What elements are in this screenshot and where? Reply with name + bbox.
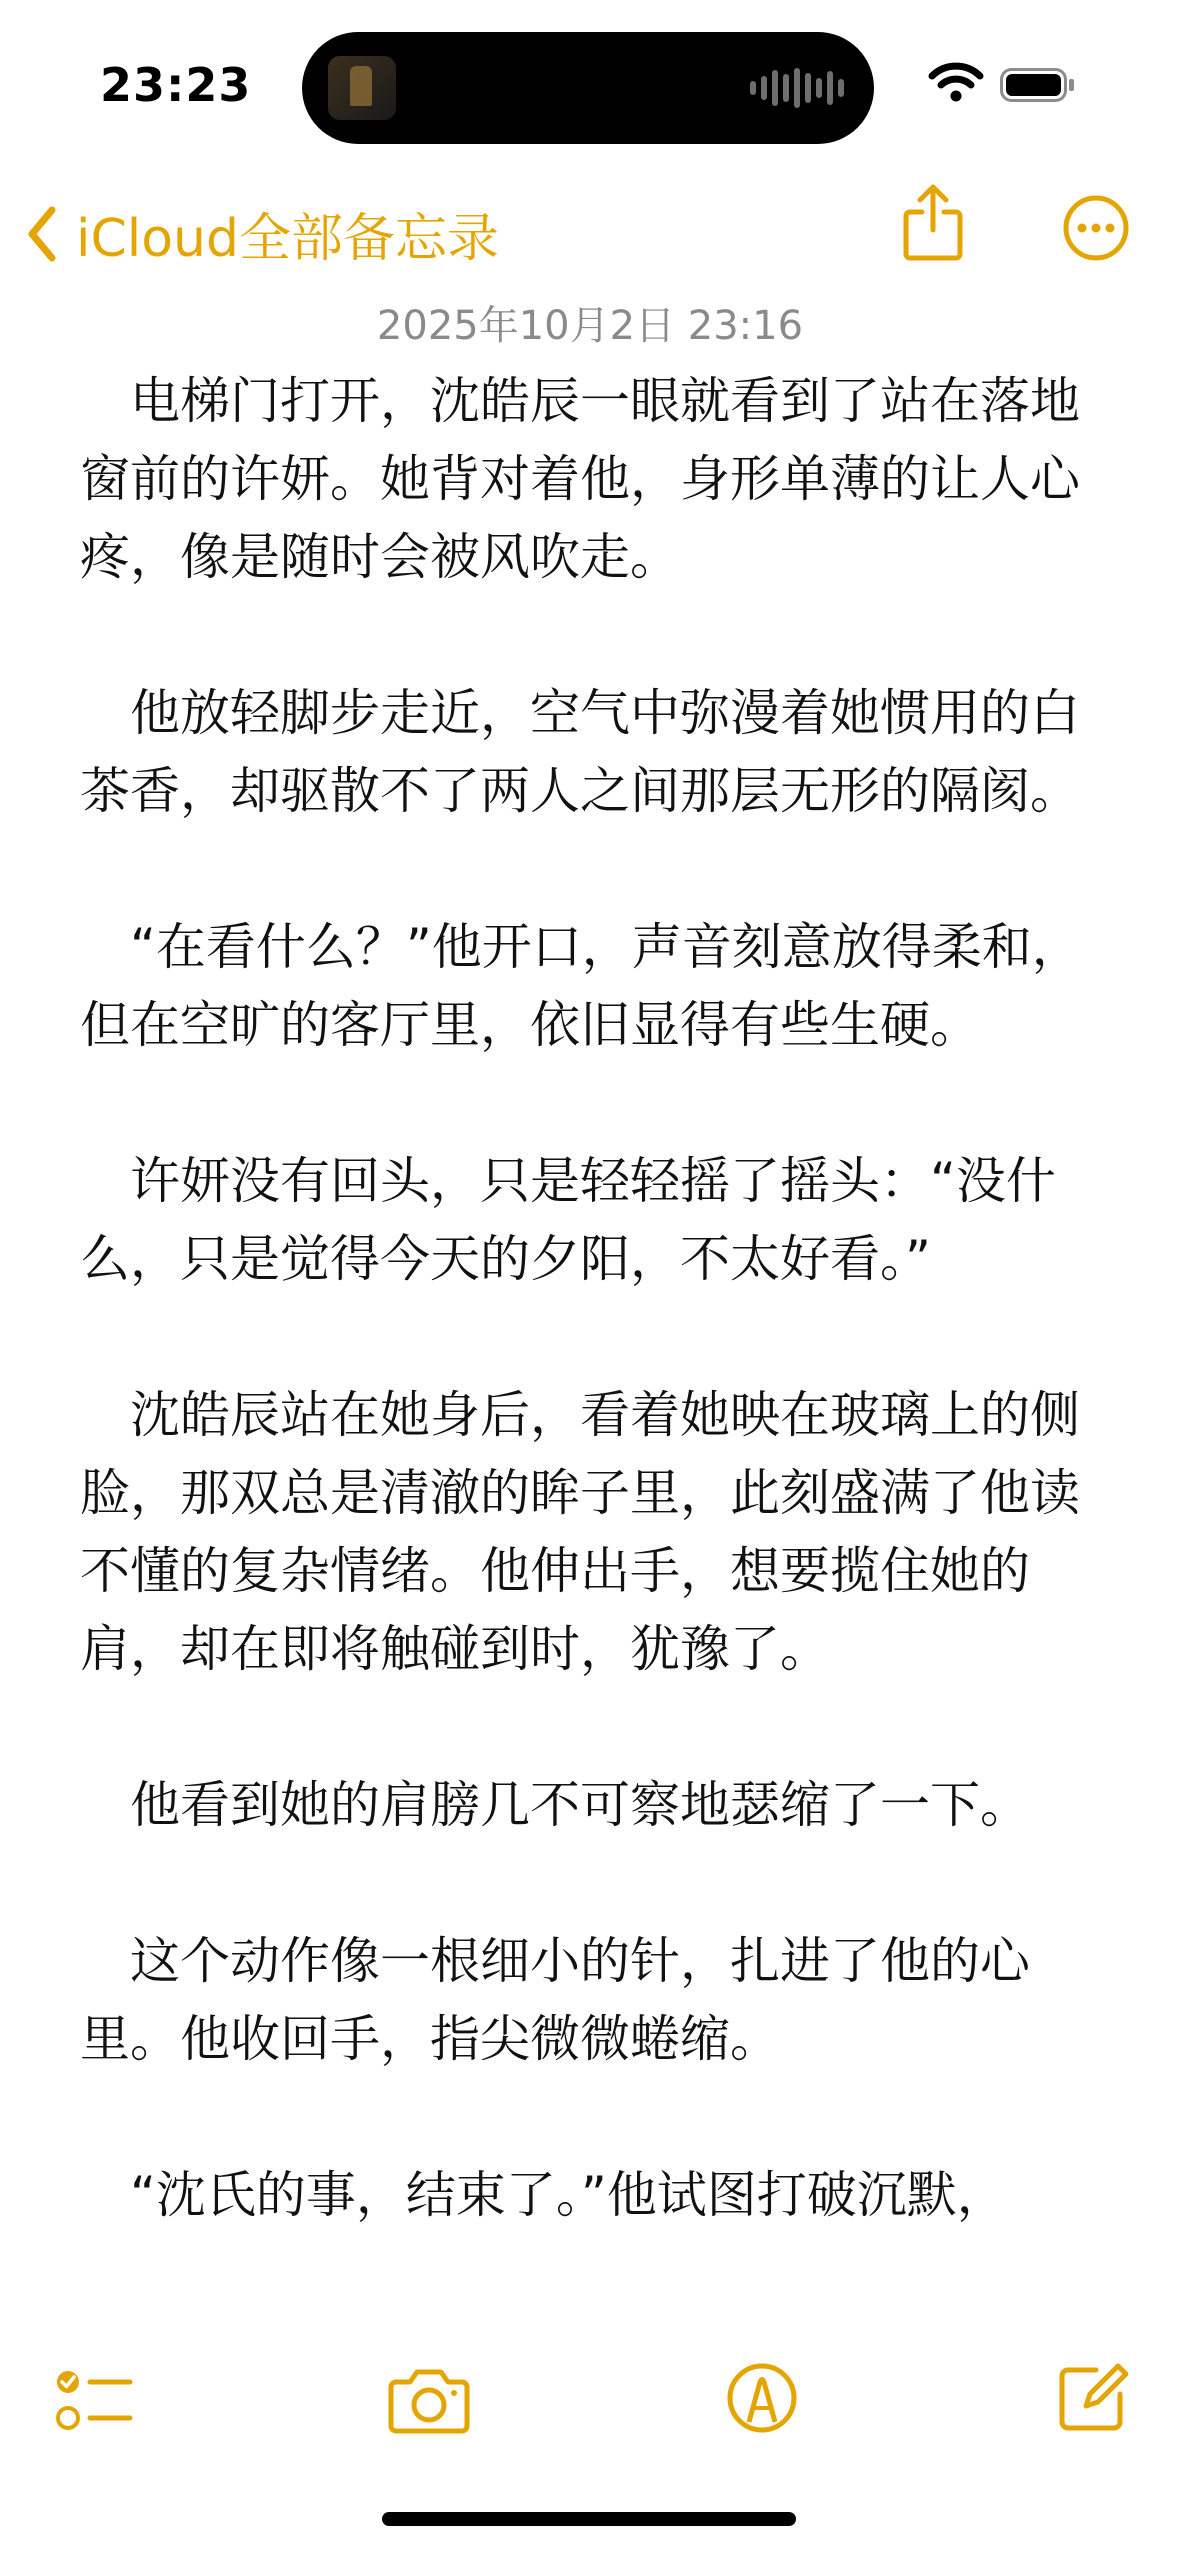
back-label: iCloud全部备忘录 [76,209,499,269]
more-icon[interactable] [1062,194,1130,262]
chevron-left-icon [24,204,60,264]
share-icon[interactable] [900,182,966,262]
dynamic-island[interactable] [302,32,874,144]
note-paragraph: 他放轻脚步走近，空气中弥漫着她惯用的白茶香，却驱散不了两人之间那层无形的隔阂。 [80,684,1080,820]
camera-icon[interactable] [388,2364,470,2436]
compose-icon[interactable] [1056,2362,1128,2434]
back-button[interactable] [24,196,499,271]
note-paragraph: 沈皓辰站在她身后，看着她映在玻璃上的侧脸，那双总是清澈的眸子里，此刻盛满了他读不懂的复杂情绪。他伸出手，想要揽住她的肩，却在即将触碰到时，犹豫了。 [80,1386,1080,1678]
bottom-toolbar [0,2360,1180,2450]
status-time: 23:23 [100,58,252,112]
note-paragraph: 许妍没有回头，只是轻轻摇了摇头：“没什么，只是觉得今天的夕阳，不太好看。” [80,1152,1056,1288]
note-paragraph: 他看到她的肩膀几不可察地瑟缩了一下。 [130,1776,1030,1834]
note-paragraph: 电梯门打开，沈皓辰一眼就看到了站在落地窗前的许妍。她背对着他，身形单薄的让人心疼，像是随时会被风吹走。 [80,372,1080,586]
note-date: 2025年10月2日 23:16 [376,303,804,349]
audio-waveform-icon [750,68,844,108]
note-body[interactable] [80,362,1105,2312]
battery-icon [1000,68,1076,102]
note-paragraph: “在看什么？”他开口，声音刻意放得柔和，但在空旷的客厅里，依旧显得有些生硬。 [80,918,1082,1054]
note-paragraph: “沈氏的事，结束了。”他试图打破沉默， [130,2166,1007,2224]
checklist-icon[interactable] [54,2366,134,2438]
wifi-icon [928,62,984,102]
home-indicator[interactable] [382,2512,796,2526]
note-paragraph: 这个动作像一根细小的针，扎进了他的心里。他收回手，指尖微微蜷缩。 [80,1932,1030,2068]
markup-pen-icon[interactable] [726,2360,798,2436]
now-playing-artwork [328,56,396,120]
